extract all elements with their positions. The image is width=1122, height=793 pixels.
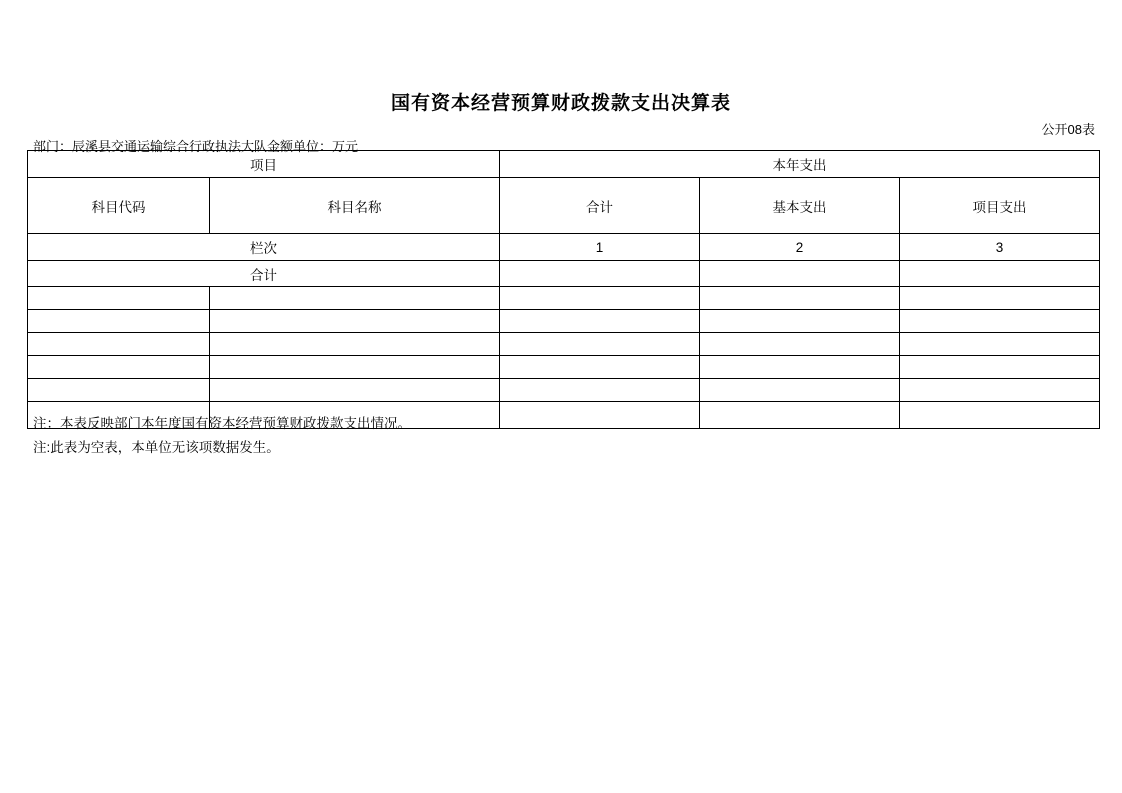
cell-subject-code — [28, 287, 210, 310]
cell-subject-code — [28, 310, 210, 333]
department-info-line: 部门：辰溪县交通运输综合行政执法大队金额单位：万元 — [33, 139, 359, 154]
header-item-group: 项目 — [28, 151, 500, 178]
table-row — [28, 310, 1100, 333]
cell-project — [900, 379, 1100, 402]
cell-subject-name — [210, 379, 500, 402]
total-value-project — [900, 261, 1100, 287]
page-title: 国有资本经营预算财政拨款支出决算表 — [390, 93, 731, 114]
cell-project — [900, 287, 1100, 310]
cell-subject-name — [210, 287, 500, 310]
table-total-row — [28, 261, 1100, 287]
header-total: 合计 — [500, 178, 700, 234]
cell-project — [900, 333, 1100, 356]
table-row — [28, 333, 1100, 356]
cell-total — [500, 402, 700, 429]
cell-basic — [700, 402, 900, 429]
cell-subject-code — [28, 379, 210, 402]
header-project-expenditure: 项目支出 — [900, 178, 1100, 234]
rank-value-3: 3 — [900, 234, 1100, 261]
cell-subject-code — [28, 356, 210, 379]
cell-total — [500, 310, 700, 333]
table-row — [28, 379, 1100, 402]
table-row — [28, 287, 1100, 310]
cell-subject-name — [210, 356, 500, 379]
cell-total — [500, 287, 700, 310]
total-value-basic — [700, 261, 900, 287]
total-label: 合计 — [28, 261, 500, 287]
header-expenditure-group: 本年支出 — [500, 151, 1100, 178]
header-subject-code: 科目代码 — [28, 178, 210, 234]
sheet-code-label: 公开08表 — [1041, 122, 1095, 137]
cell-basic — [700, 356, 900, 379]
total-value-sum — [500, 261, 700, 287]
table-header-group-row — [28, 151, 1100, 178]
header-subject-name: 科目名称 — [210, 178, 500, 234]
cell-total — [500, 356, 700, 379]
rank-label: 栏次 — [28, 234, 500, 261]
cell-project — [900, 356, 1100, 379]
table-header-row — [28, 178, 1100, 234]
cell-total — [500, 333, 700, 356]
table-rank-row — [28, 234, 1100, 261]
cell-basic — [700, 333, 900, 356]
rank-value-2: 2 — [700, 234, 900, 261]
cell-subject-name — [210, 310, 500, 333]
cell-basic — [700, 287, 900, 310]
header-basic-expenditure: 基本支出 — [700, 178, 900, 234]
cell-subject-code — [28, 333, 210, 356]
cell-project — [900, 402, 1100, 429]
rank-value-1: 1 — [500, 234, 700, 261]
cell-subject-name — [210, 333, 500, 356]
cell-project — [900, 310, 1100, 333]
budget-table — [27, 150, 1100, 429]
footnote-1: 注：本表反映部门本年度国有资本经营预算财政拨款支出情况。 — [33, 416, 411, 431]
footnotes — [33, 412, 411, 460]
cell-basic — [700, 310, 900, 333]
cell-basic — [700, 379, 900, 402]
table-row — [28, 356, 1100, 379]
cell-total — [500, 379, 700, 402]
budget-table-container — [27, 150, 1099, 429]
footnote-2: 注:此表为空表，本单位无该项数据发生。 — [33, 440, 280, 455]
